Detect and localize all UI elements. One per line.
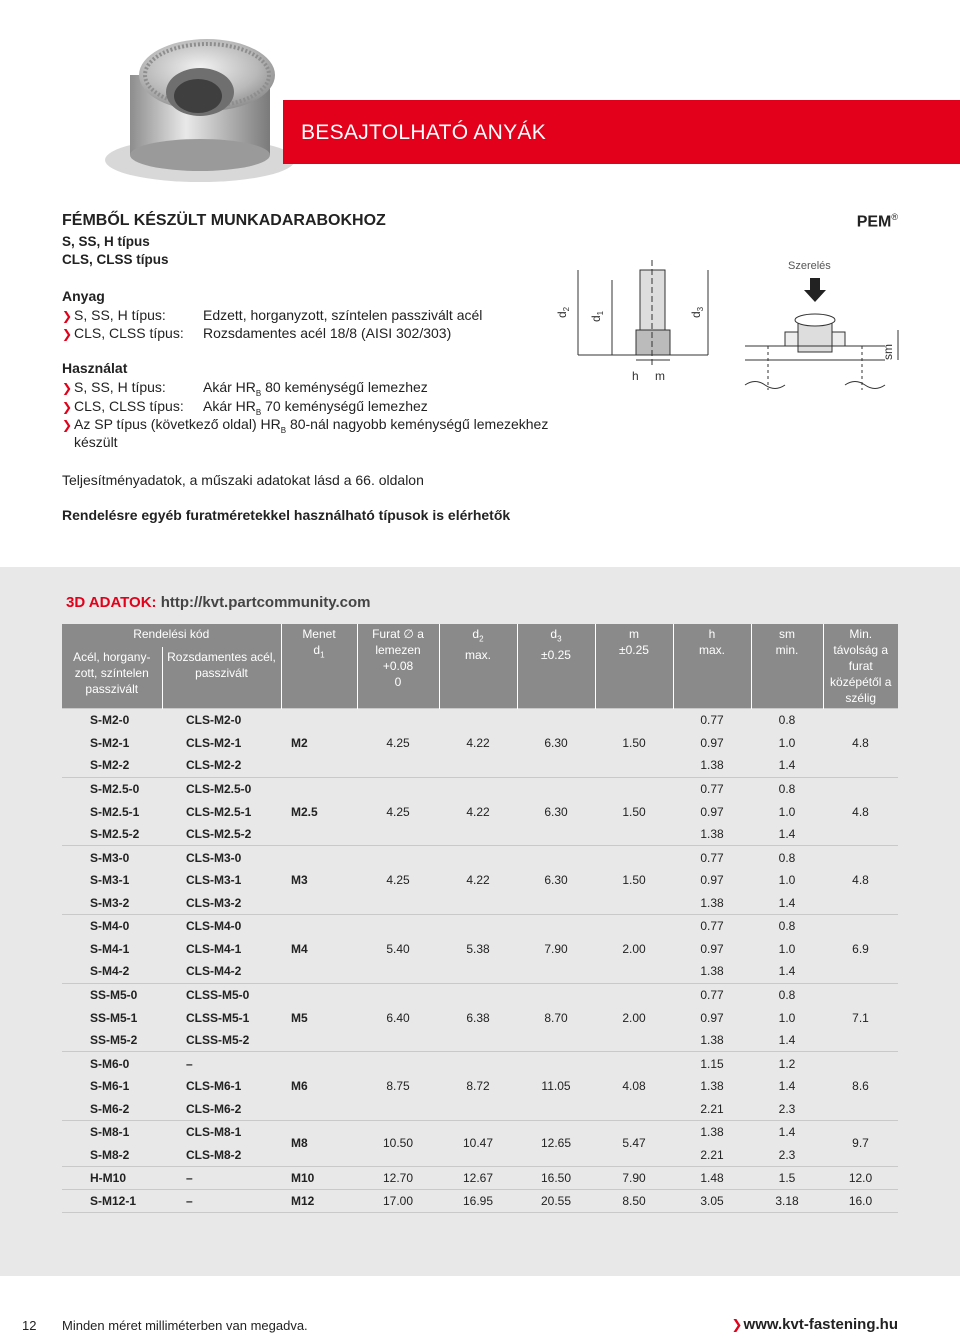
cell-stainless: CLS-M8-1 (162, 1121, 281, 1144)
table-row (62, 1189, 898, 1212)
cell-stainless: CLS-M2-2 (186, 758, 242, 773)
cell-steel: S-M6-1 (90, 1079, 130, 1094)
cell-h: 1.38 (700, 895, 724, 910)
cell-d3: 6.30 (517, 846, 595, 915)
cell-sm: 2.3 (778, 1101, 796, 1116)
cell-h: 0.97 (700, 735, 724, 750)
cell-sm: 1.4 (778, 1079, 796, 1094)
label-d1: $d_1$ (589, 310, 605, 322)
usage-value: Akár $HR_B$ 80 keménységű lemezhez (203, 379, 428, 398)
usage-label: CLS, CLSS típus: (74, 398, 184, 414)
cell-steel: S-M8-1 (62, 1121, 162, 1144)
bullet-icon: ❯ (731, 1317, 743, 1332)
cell-sm: 1.0 (778, 804, 796, 819)
bullet-icon: ❯ (62, 418, 73, 432)
product-heading: FÉMBŐL KÉSZÜLT MUNKADARABOKHOZ (62, 212, 386, 229)
cell-d3: 8.70 (517, 983, 595, 1052)
cell-stainless: CLS-M6-1 (186, 1079, 242, 1094)
cell-d2: 16.95 (439, 1189, 517, 1212)
usage-title: Használat (62, 360, 128, 376)
cell-sm: 1.4 (778, 964, 796, 979)
cell-steel: S-M2.5-2 (90, 827, 140, 842)
cell-edge: 7.1 (823, 983, 898, 1052)
cell-h: 0.77 (673, 915, 751, 938)
cell-sm: 0.8 (751, 983, 823, 1006)
cell-stainless: CLS-M6-2 (186, 1101, 242, 1116)
cell-sm: 1.4 (751, 1121, 823, 1144)
cell-stainless: – (162, 1189, 281, 1212)
cell-h: 2.21 (700, 1101, 724, 1116)
cell-edge: 4.8 (823, 846, 898, 915)
order-note: Rendelésre egyéb furatméretekkel használható típusok is elérhetők (62, 507, 511, 523)
cell-m: 8.50 (595, 1189, 673, 1212)
cell-steel: S-M3-1 (90, 873, 130, 888)
cell-hole: 8.75 (357, 1052, 439, 1121)
cell-stainless: CLS-M2.5-0 (162, 777, 281, 800)
cell-d2: 4.22 (439, 846, 517, 915)
cell-thread: M5 (281, 983, 357, 1052)
cell-sm: 1.5 (751, 1166, 823, 1189)
cell-edge: 16.0 (823, 1189, 898, 1212)
label-d3: $d_3$ (689, 306, 705, 318)
cell-thread: M2.5 (281, 777, 357, 846)
cell-d3: 20.55 (517, 1189, 595, 1212)
hero (0, 0, 960, 190)
cell-stainless: CLS-M4-2 (186, 964, 242, 979)
label-sm: sm (881, 344, 895, 360)
cell-d3: 6.30 (517, 777, 595, 846)
header-edge-distance: Min. távolság a furat középétől a szélig (823, 624, 898, 709)
footer-url-text[interactable]: www.kvt-fastening.hu (743, 1316, 898, 1333)
cell-m: 5.47 (595, 1121, 673, 1167)
cell-h: 1.38 (700, 758, 724, 773)
performance-note: Teljesítményadatok, a műszaki adatokat lásd a 66. oldalon (62, 472, 424, 488)
cell-thread: M10 (281, 1166, 357, 1189)
header-order-code: Rendelési kód (62, 624, 281, 647)
cell-sm: 1.0 (778, 873, 796, 888)
cell-m: 7.90 (595, 1166, 673, 1189)
cell-h: 0.97 (700, 804, 724, 819)
product-types-2: CLS, CLSS típus (62, 252, 169, 267)
usage-sp-cont: készült (74, 434, 118, 450)
nut-photo (95, 20, 310, 185)
assembly-label: Szerelés (788, 260, 831, 272)
cell-h: 1.38 (700, 1033, 724, 1048)
cell-edge: 12.0 (823, 1166, 898, 1189)
cell-h: 0.97 (700, 873, 724, 888)
cell-d3: 12.65 (517, 1121, 595, 1167)
cell-sm: 0.8 (751, 846, 823, 869)
cell-steel: SS-M5-1 (90, 1010, 138, 1025)
cell-steel: S-M2-1 (90, 735, 130, 750)
cell-stainless: CLS-M3-2 (186, 895, 242, 910)
cell-steel: S-M12-1 (62, 1189, 162, 1212)
header-stainless: Rozsdamentes acél, passzivált (162, 647, 281, 708)
cell-steel: S-M3-0 (62, 846, 162, 869)
cell-d2: 12.67 (439, 1166, 517, 1189)
material-item (62, 307, 166, 323)
cell-d3: 11.05 (517, 1052, 595, 1121)
cell-h: 1.48 (673, 1166, 751, 1189)
cell-h: 0.77 (673, 709, 751, 732)
cell-steel: S-M2.5-0 (62, 777, 162, 800)
table-row (62, 983, 898, 1006)
cell-hole: 17.00 (357, 1189, 439, 1212)
bullet-icon: ❯ (62, 327, 73, 341)
spec-table (62, 624, 898, 1213)
cell-thread: M8 (281, 1121, 357, 1167)
material-item (62, 325, 184, 341)
cell-h: 2.21 (700, 1147, 724, 1162)
cell-d2: 4.22 (439, 709, 517, 778)
cell-h: 1.38 (700, 964, 724, 979)
cell-m: 1.50 (595, 709, 673, 778)
footer-link[interactable] (732, 1316, 898, 1333)
data-3d-label: 3D ADATOK: (66, 594, 157, 611)
cell-m: 1.50 (595, 777, 673, 846)
label-m: m (655, 369, 665, 383)
arrow-down-icon (804, 278, 826, 302)
data-3d (66, 594, 370, 611)
cell-stainless: CLS-M4-0 (162, 915, 281, 938)
data-3d-link[interactable]: http://kvt.partcommunity.com (160, 594, 371, 611)
cell-stainless: CLS-M4-1 (186, 941, 242, 956)
product-types-1: S, SS, H típus (62, 234, 150, 249)
header-sm: sm min. (751, 624, 823, 709)
brand-name: PEM (856, 213, 892, 231)
brand-mark: ® (891, 212, 898, 222)
cell-edge: 9.7 (823, 1121, 898, 1167)
cell-h: 0.97 (700, 941, 724, 956)
cell-hole: 4.25 (357, 709, 439, 778)
cell-edge: 4.8 (823, 709, 898, 778)
usage-item (62, 379, 166, 395)
cell-steel: SS-M5-0 (62, 983, 162, 1006)
usage-sp: ❯ Az SP típus (következő oldal) $HR_B$ 80-nál nagyobb keménységű lemezekhez (62, 416, 549, 435)
cell-thread: M4 (281, 915, 357, 984)
footer-note: Minden méret milliméterben van megadva. (62, 1318, 308, 1333)
cell-stainless: CLS-M3-0 (162, 846, 281, 869)
cell-stainless: CLS-M3-1 (186, 873, 242, 888)
cell-h: 1.15 (673, 1052, 751, 1075)
cell-thread: M3 (281, 846, 357, 915)
cell-h: 1.38 (700, 1079, 724, 1094)
cell-edge: 4.8 (823, 777, 898, 846)
cell-d2: 6.38 (439, 983, 517, 1052)
page-title: BESAJTOLHATÓ ANYÁK (301, 121, 547, 144)
header-h: h max. (673, 624, 751, 709)
cell-stainless: CLS-M2.5-2 (186, 827, 252, 842)
material-label: CLS, CLSS típus: (74, 325, 184, 341)
cell-d2: 4.22 (439, 777, 517, 846)
technical-diagram (540, 250, 920, 410)
spec-table-body (62, 709, 898, 1213)
label-d2: $d_2$ (555, 306, 571, 318)
cell-m: 2.00 (595, 983, 673, 1052)
cell-steel: S-M4-2 (90, 964, 130, 979)
table-row (62, 777, 898, 800)
header-d3: $d_3$ ±0.25 (517, 624, 595, 709)
table-row (62, 1121, 898, 1144)
cell-hole: 6.40 (357, 983, 439, 1052)
header-m: m ±0.25 (595, 624, 673, 709)
cell-sm: 1.4 (778, 827, 796, 842)
cell-m: 1.50 (595, 846, 673, 915)
usage-item (62, 398, 184, 414)
cell-steel: S-M3-2 (90, 895, 130, 910)
cell-edge: 6.9 (823, 915, 898, 984)
cell-steel: S-M2-0 (62, 709, 162, 732)
cell-hole: 4.25 (357, 777, 439, 846)
cell-sm: 1.0 (778, 941, 796, 956)
cell-steel: S-M8-2 (90, 1147, 130, 1162)
cell-thread: M12 (281, 1189, 357, 1212)
cell-steel: S-M6-0 (62, 1052, 162, 1075)
material-label: S, SS, H típus: (74, 307, 166, 323)
bullet-icon: ❯ (62, 309, 73, 323)
cell-stainless: – (162, 1052, 281, 1075)
cell-steel: S-M4-0 (62, 915, 162, 938)
cell-d3: 7.90 (517, 915, 595, 984)
cell-sm: 1.4 (778, 895, 796, 910)
table-row (62, 846, 898, 869)
page-number: 12 (22, 1318, 37, 1333)
header-thread: Menet $d_1$ (281, 624, 357, 709)
cell-stainless: CLSS-M5-1 (186, 1010, 250, 1025)
cell-edge: 8.6 (823, 1052, 898, 1121)
cell-sm: 1.4 (778, 1033, 796, 1048)
cell-steel: SS-M5-2 (90, 1033, 138, 1048)
cell-d2: 5.38 (439, 915, 517, 984)
cell-stainless: CLS-M2.5-1 (186, 804, 252, 819)
cell-hole: 12.70 (357, 1166, 439, 1189)
usage-label: S, SS, H típus: (74, 379, 166, 395)
cell-stainless: – (162, 1166, 281, 1189)
usage-value: Akár $HR_B$ 70 keménységű lemezhez (203, 398, 428, 417)
material-value: Rozsdamentes acél 18/8 (AISI 302/303) (203, 325, 452, 341)
cell-sm: 2.3 (778, 1147, 796, 1162)
cell-sm: 1.0 (778, 1010, 796, 1025)
cell-d3: 16.50 (517, 1166, 595, 1189)
title-band (283, 100, 960, 164)
cell-steel: S-M2-2 (90, 758, 130, 773)
cell-stainless: CLSS-M5-2 (186, 1033, 250, 1048)
cell-thread: M2 (281, 709, 357, 778)
cell-h: 1.38 (673, 1121, 751, 1144)
cell-hole: 4.25 (357, 846, 439, 915)
cell-sm: 0.8 (751, 915, 823, 938)
cell-sm: 3.18 (751, 1189, 823, 1212)
cell-h: 0.77 (673, 846, 751, 869)
bullet-icon: ❯ (62, 381, 73, 395)
material-title: Anyag (62, 288, 105, 304)
table-row (62, 1052, 898, 1075)
cell-stainless: CLS-M8-2 (186, 1147, 242, 1162)
table-row (62, 709, 898, 732)
cell-sm: 0.8 (751, 777, 823, 800)
cell-steel: H-M10 (62, 1166, 162, 1189)
material-value: Edzett, horganyzott, színtelen passzivált acél (203, 307, 483, 323)
brand-logo (857, 212, 898, 231)
cell-hole: 10.50 (357, 1121, 439, 1167)
cell-sm: 1.2 (751, 1052, 823, 1075)
cell-hole: 5.40 (357, 915, 439, 984)
cell-h: 0.77 (673, 777, 751, 800)
cell-thread: M6 (281, 1052, 357, 1121)
cell-m: 2.00 (595, 915, 673, 984)
header-hole: Furat ∅ a lemezen +0.08 0 (357, 624, 439, 709)
cell-stainless: CLS-M2-1 (186, 735, 242, 750)
table-row (62, 915, 898, 938)
cell-h: 3.05 (673, 1189, 751, 1212)
cell-steel: S-M4-1 (90, 941, 130, 956)
header-d2: $d_2$ max. (439, 624, 517, 709)
label-h: h (632, 369, 639, 383)
cell-steel: S-M6-2 (90, 1101, 130, 1116)
cell-steel: S-M2.5-1 (90, 804, 140, 819)
cell-m: 4.08 (595, 1052, 673, 1121)
cell-stainless: CLS-M2-0 (162, 709, 281, 732)
cell-d2: 8.72 (439, 1052, 517, 1121)
cell-sm: 1.4 (778, 758, 796, 773)
cell-sm: 1.0 (778, 735, 796, 750)
cell-h: 0.97 (700, 1010, 724, 1025)
cell-d3: 6.30 (517, 709, 595, 778)
cell-h: 1.38 (700, 827, 724, 842)
cell-h: 0.77 (673, 983, 751, 1006)
cell-sm: 0.8 (751, 709, 823, 732)
cell-d2: 10.47 (439, 1121, 517, 1167)
bullet-icon: ❯ (62, 400, 73, 414)
cell-stainless: CLSS-M5-0 (162, 983, 281, 1006)
table-row (62, 1166, 898, 1189)
header-steel: Acél, horgany-zott, színtelen passzivált (62, 647, 162, 708)
